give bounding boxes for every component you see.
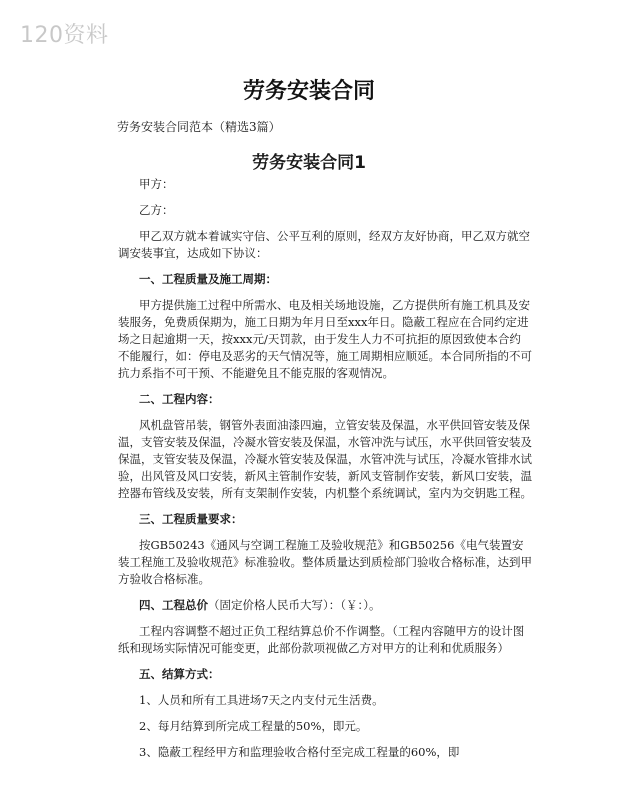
- section-body-total-price: 工程内容调整不超过正负工程结算总价不作调整。（工程内容随甲方的设计图纸和现场实际情况可能变更，此部份款项视做乙方对甲方的让利和优质服务）: [118, 624, 525, 655]
- document-subtitle: 劳务安装合同范本（精选3篇）: [117, 120, 281, 134]
- settlement-item: 3、隐蔽工程经甲方和监理验收合格付至完成工程量的60%，即: [139, 745, 460, 759]
- section-heading-quality-period: 一、工程质量及施工周期：: [139, 272, 277, 286]
- total-price-detail: （固定价格人民币大写）：（￥：）。: [208, 598, 381, 612]
- party-b-label: 乙方：: [139, 203, 174, 217]
- section-heading-quality-requirements: 三、工程质量要求：: [139, 512, 243, 526]
- contract-title: 劳务安装合同1: [252, 153, 366, 173]
- section-body-quality-period: 甲方提供施工过程中所需水、电及相关场地设施，乙方提供所有施工机具及安装服务，免费质保期为，施工日期为年月日至xxx年日。隐蔽工程应在合同约定进场之日起逾期一天，按xxx元/天罚款，由于发生人力不可抗拒的原因致使本合约不能履行，如：停电及恶劣的天气情况等，施工周期相应顺延。本合同所指的不可抗力系指不可干预、不能避免且不能克服的客观情况。: [118, 298, 532, 380]
- total-price-label: 四、工程总价: [139, 598, 208, 612]
- section-heading-settlement: 五、结算方式：: [139, 667, 220, 681]
- section-body-content: 风机盘管吊装，钢管外表面油漆四遍，立管安装及保温，水平供回管安装及保温，支管安装及保温，冷凝水管安装及保温，水管冲洗与试压，水平供回管安装及保温，支管安装及保温，冷凝水管安装及保温，水管冲洗与试压，冷凝水管排水试验，出风管及风口安装，新风主管制作安装，新风支管制作安装，新风口安装，温控器布管线及安装，所有支架制作安装，内机整个系统调试，室内为交钥匙工程。: [118, 418, 532, 500]
- contract-body: [118, 176, 532, 761]
- watermark: 120资料: [20, 23, 109, 48]
- page-title: 劳务安装合同: [242, 79, 375, 104]
- settlement-item: 1、人员和所有工具进场7天之内支付元生活费。: [139, 693, 384, 707]
- intro-paragraph: 甲乙双方就本着诚实守信、公平互利的原则，经双方友好协商，甲乙双方就空调安装事宜，达成如下协议：: [118, 229, 530, 260]
- settlement-item: 2、每月结算到所完成工程量的50%，即元。: [139, 719, 368, 733]
- party-a-label: 甲方：: [139, 177, 174, 191]
- section-body-quality-requirements: 按GB50243《通风与空调工程施工及验收规范》和GB50256《电气装置安装工程施工及验收规范》标准验收。整体质量达到质检部门验收合格标准，达到甲方验收合格标准。: [118, 538, 532, 586]
- section-heading-content: 二、工程内容：: [139, 392, 220, 406]
- section-heading-total-price: [118, 597, 532, 614]
